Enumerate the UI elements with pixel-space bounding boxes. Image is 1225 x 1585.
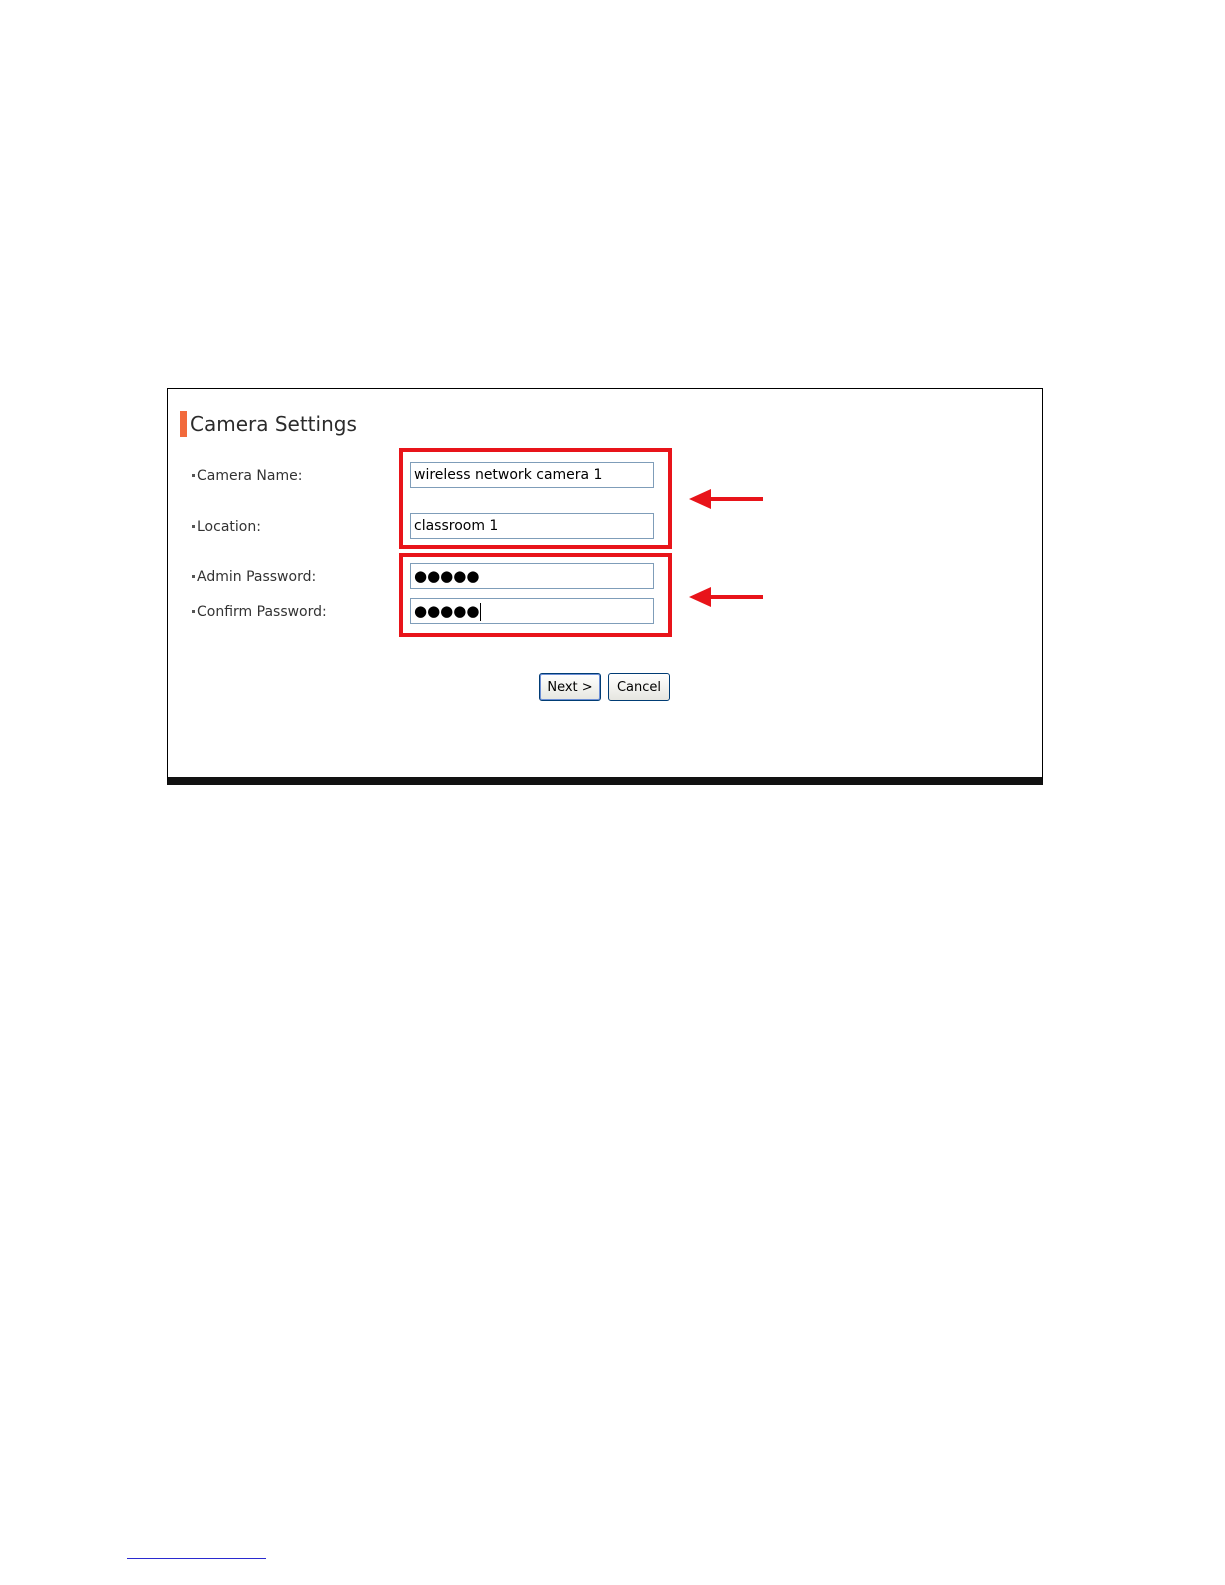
bullet-dot bbox=[192, 474, 195, 477]
camera-settings-panel bbox=[167, 388, 1043, 785]
camera-name-label bbox=[192, 468, 302, 484]
next-button[interactable]: Next > bbox=[539, 673, 601, 701]
bullet-dot bbox=[192, 610, 195, 613]
footer-divider bbox=[127, 1558, 266, 1559]
admin-password-label bbox=[192, 569, 316, 585]
location-value: classroom 1 bbox=[414, 518, 499, 534]
camera-name-value: wireless network camera 1 bbox=[414, 467, 603, 483]
admin-password-label-text: Admin Password: bbox=[197, 569, 317, 585]
confirm-password-label-text: Confirm Password: bbox=[197, 604, 327, 620]
confirm-password-label bbox=[192, 604, 327, 620]
highlight-box-passwords bbox=[399, 553, 672, 637]
page-title: Camera Settings bbox=[190, 412, 357, 436]
cancel-button[interactable]: Cancel bbox=[608, 673, 670, 701]
camera-name-label-text: Camera Name: bbox=[197, 468, 303, 484]
confirm-password-value: ●●●●● bbox=[414, 602, 480, 620]
location-label-text: Location: bbox=[197, 519, 261, 535]
page-title-group bbox=[180, 411, 357, 437]
arrow-left-icon bbox=[687, 487, 765, 511]
arrow-left-icon bbox=[687, 585, 765, 609]
title-accent-bar bbox=[180, 411, 187, 437]
bullet-dot bbox=[192, 525, 195, 528]
location-label bbox=[192, 519, 261, 535]
bullet-dot bbox=[192, 575, 195, 578]
highlight-box-name-location bbox=[399, 448, 672, 549]
admin-password-value: ●●●●● bbox=[414, 567, 480, 585]
